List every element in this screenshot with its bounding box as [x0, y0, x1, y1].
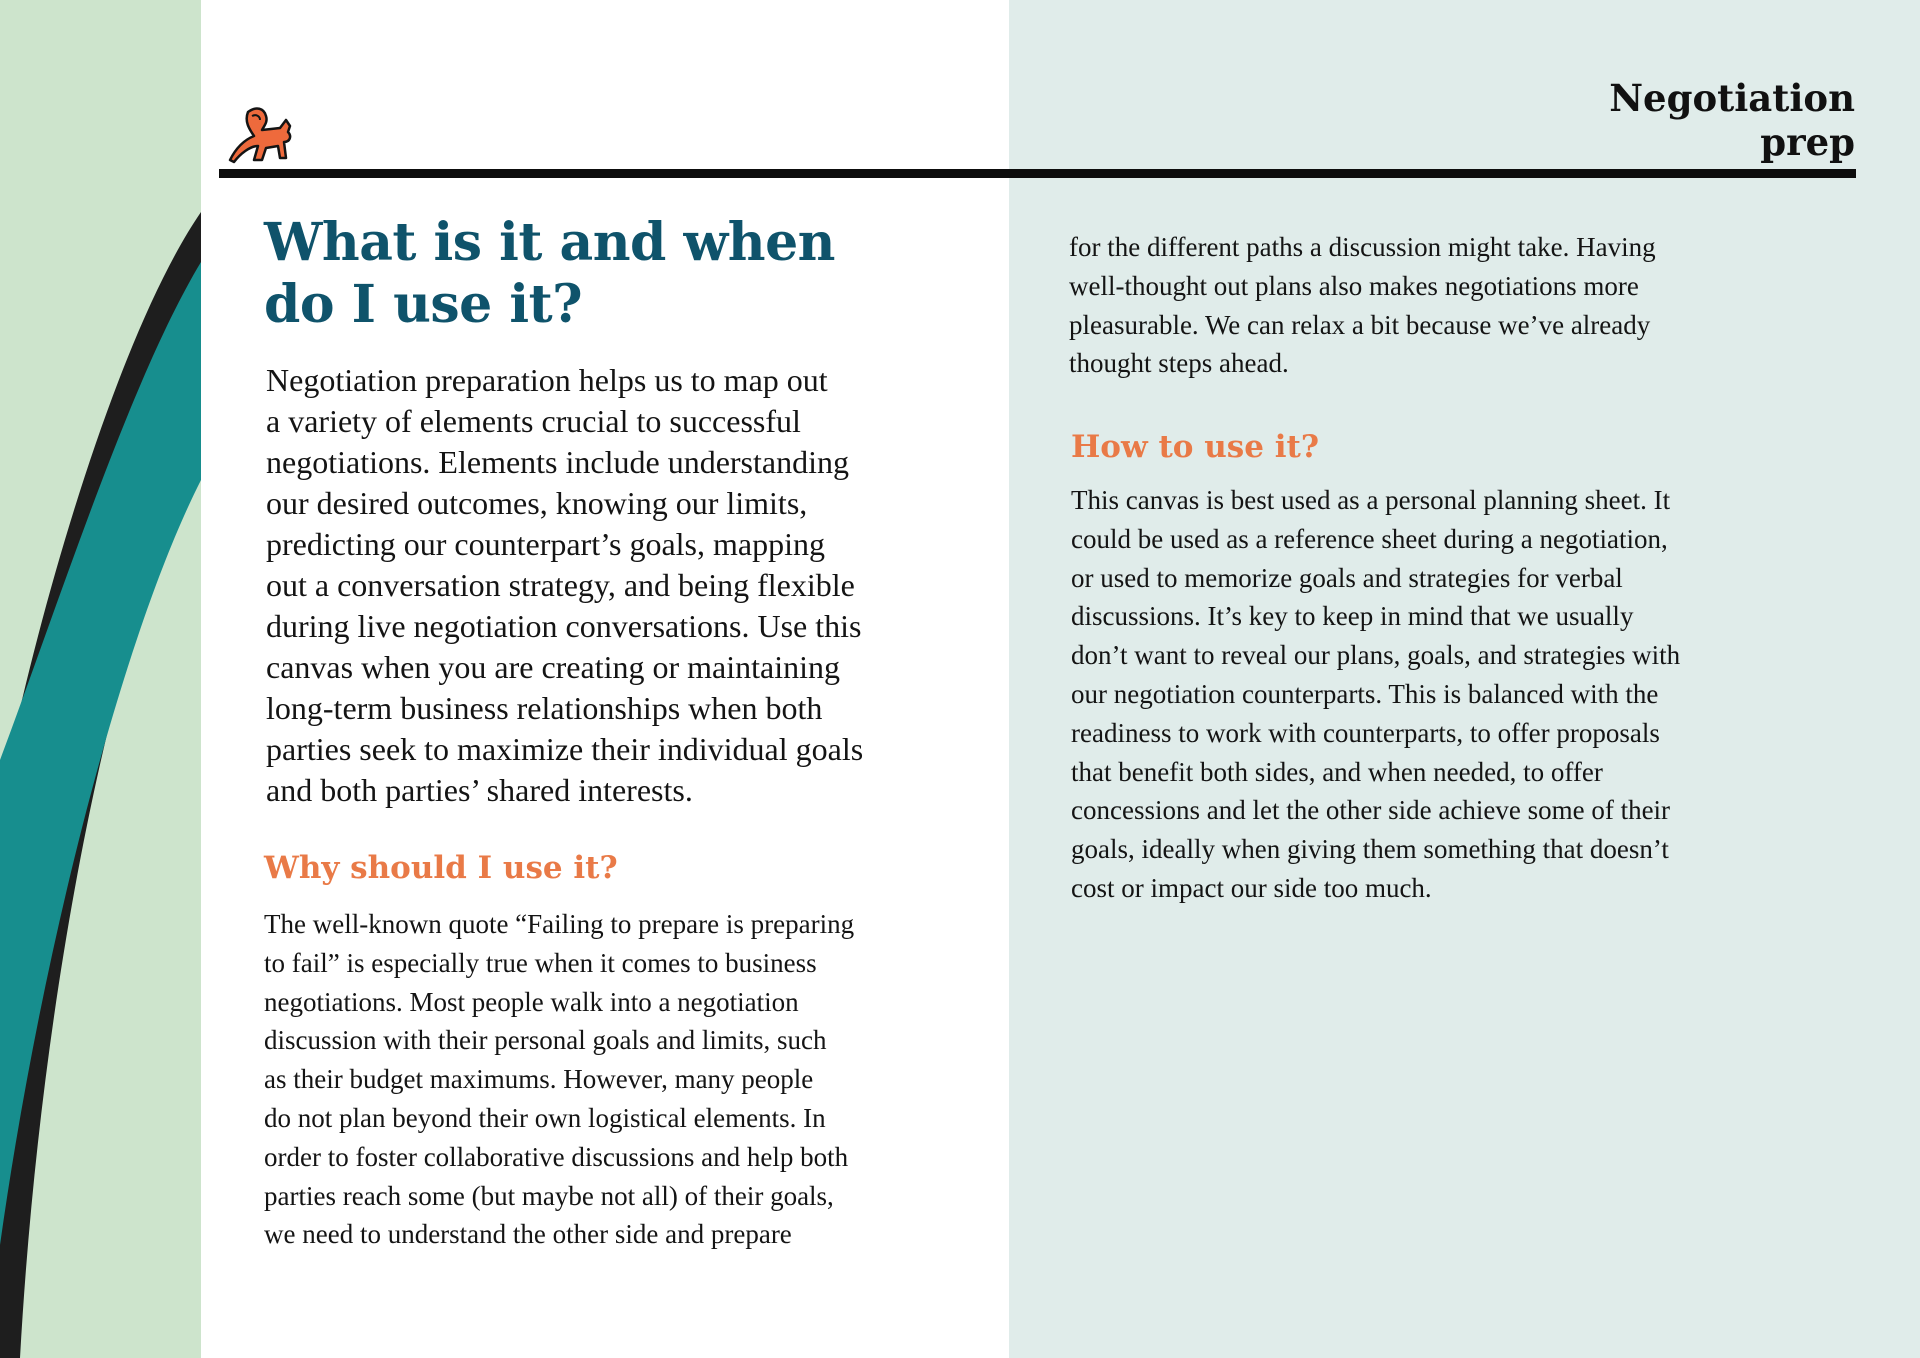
body-line: goals, ideally when giving them something that doesn’t: [1071, 834, 1669, 865]
body-line: negotiations. Most people walk into a negotiation: [264, 986, 799, 1017]
intro-line: predicting our counterpart’s goals, mapping: [266, 526, 825, 562]
page-heading: [264, 212, 924, 336]
intro-line: and both parties’ shared interests.: [266, 772, 693, 808]
curved-stripes-graphic: [0, 0, 201, 1358]
body-line: to fail” is especially true when it comes to business: [264, 947, 817, 978]
page-heading-line1: What is it and when: [264, 212, 835, 273]
intro-line: Negotiation preparation helps us to map out: [266, 362, 828, 398]
intro-line: out a conversation strategy, and being flexible: [266, 567, 855, 603]
document-title-line2: prep: [1760, 120, 1855, 164]
intro-line: a variety of elements crucial to successful: [266, 403, 801, 439]
how-section-heading: How to use it?: [1071, 429, 1319, 465]
intro-line: our desired outcomes, knowing our limits,: [266, 485, 808, 521]
body-line: cost or impact our side too much.: [1071, 872, 1432, 903]
document-title: [1455, 76, 1855, 164]
body-line: The well-known quote “Failing to prepare is preparing: [264, 909, 855, 939]
body-line: readiness to work with counterparts, to offer proposals: [1071, 717, 1660, 748]
header-divider: [219, 169, 1856, 178]
body-line: discussion with their personal goals and limits, such: [264, 1025, 827, 1056]
fox-logo-icon: [228, 102, 300, 168]
document-title-line1: Negotiation: [1609, 76, 1855, 120]
intro-line: during live negotiation conversations. Use this: [266, 608, 862, 644]
body-line: discussions. It’s key to keep in mind that we usually: [1071, 601, 1634, 632]
intro-line: canvas when you are creating or maintaining: [266, 649, 840, 685]
why-section-body: [264, 905, 954, 1254]
body-line: thought steps ahead.: [1069, 348, 1289, 379]
body-line: for the different paths a discussion might take. Having: [1069, 232, 1656, 262]
body-line: as their budget maximums. However, many people: [264, 1064, 814, 1095]
body-line: that benefit both sides, and when needed, to offer: [1071, 756, 1603, 787]
decorative-side-strip: [0, 0, 201, 1358]
page-heading-line2: do I use it?: [264, 274, 583, 335]
body-line: don’t want to reveal our plans, goals, and strategies with: [1071, 640, 1681, 671]
intro-line: long-term business relationships when both: [266, 690, 823, 726]
intro-paragraph: [266, 360, 956, 811]
body-line: pleasurable. We can relax a bit because we’ve already: [1069, 309, 1651, 340]
body-line: concessions and let the other side achieve some of their: [1071, 795, 1671, 826]
body-line: well-thought out plans also makes negotiations more: [1069, 270, 1639, 301]
why-section-heading: Why should I use it?: [264, 850, 618, 886]
body-line: we need to understand the other side and prepare: [264, 1219, 792, 1250]
body-line: our negotiation counterparts. This is balanced with the: [1071, 678, 1659, 709]
body-line: could be used as a reference sheet during a negotiation,: [1071, 523, 1668, 554]
intro-line: parties seek to maximize their individual goals: [266, 731, 864, 767]
intro-line: negotiations. Elements include understanding: [266, 444, 849, 480]
body-line: parties reach some (but maybe not all) of their goals,: [264, 1180, 834, 1211]
body-line: order to foster collaborative discussions and help both: [264, 1141, 849, 1172]
how-section-body: [1071, 481, 1791, 908]
body-line: or used to memorize goals and strategies for verbal: [1071, 562, 1623, 593]
why-section-continued: [1069, 228, 1789, 383]
body-line: This canvas is best used as a personal planning sheet. It: [1071, 485, 1671, 515]
body-line: do not plan beyond their own logistical elements. In: [264, 1102, 826, 1133]
